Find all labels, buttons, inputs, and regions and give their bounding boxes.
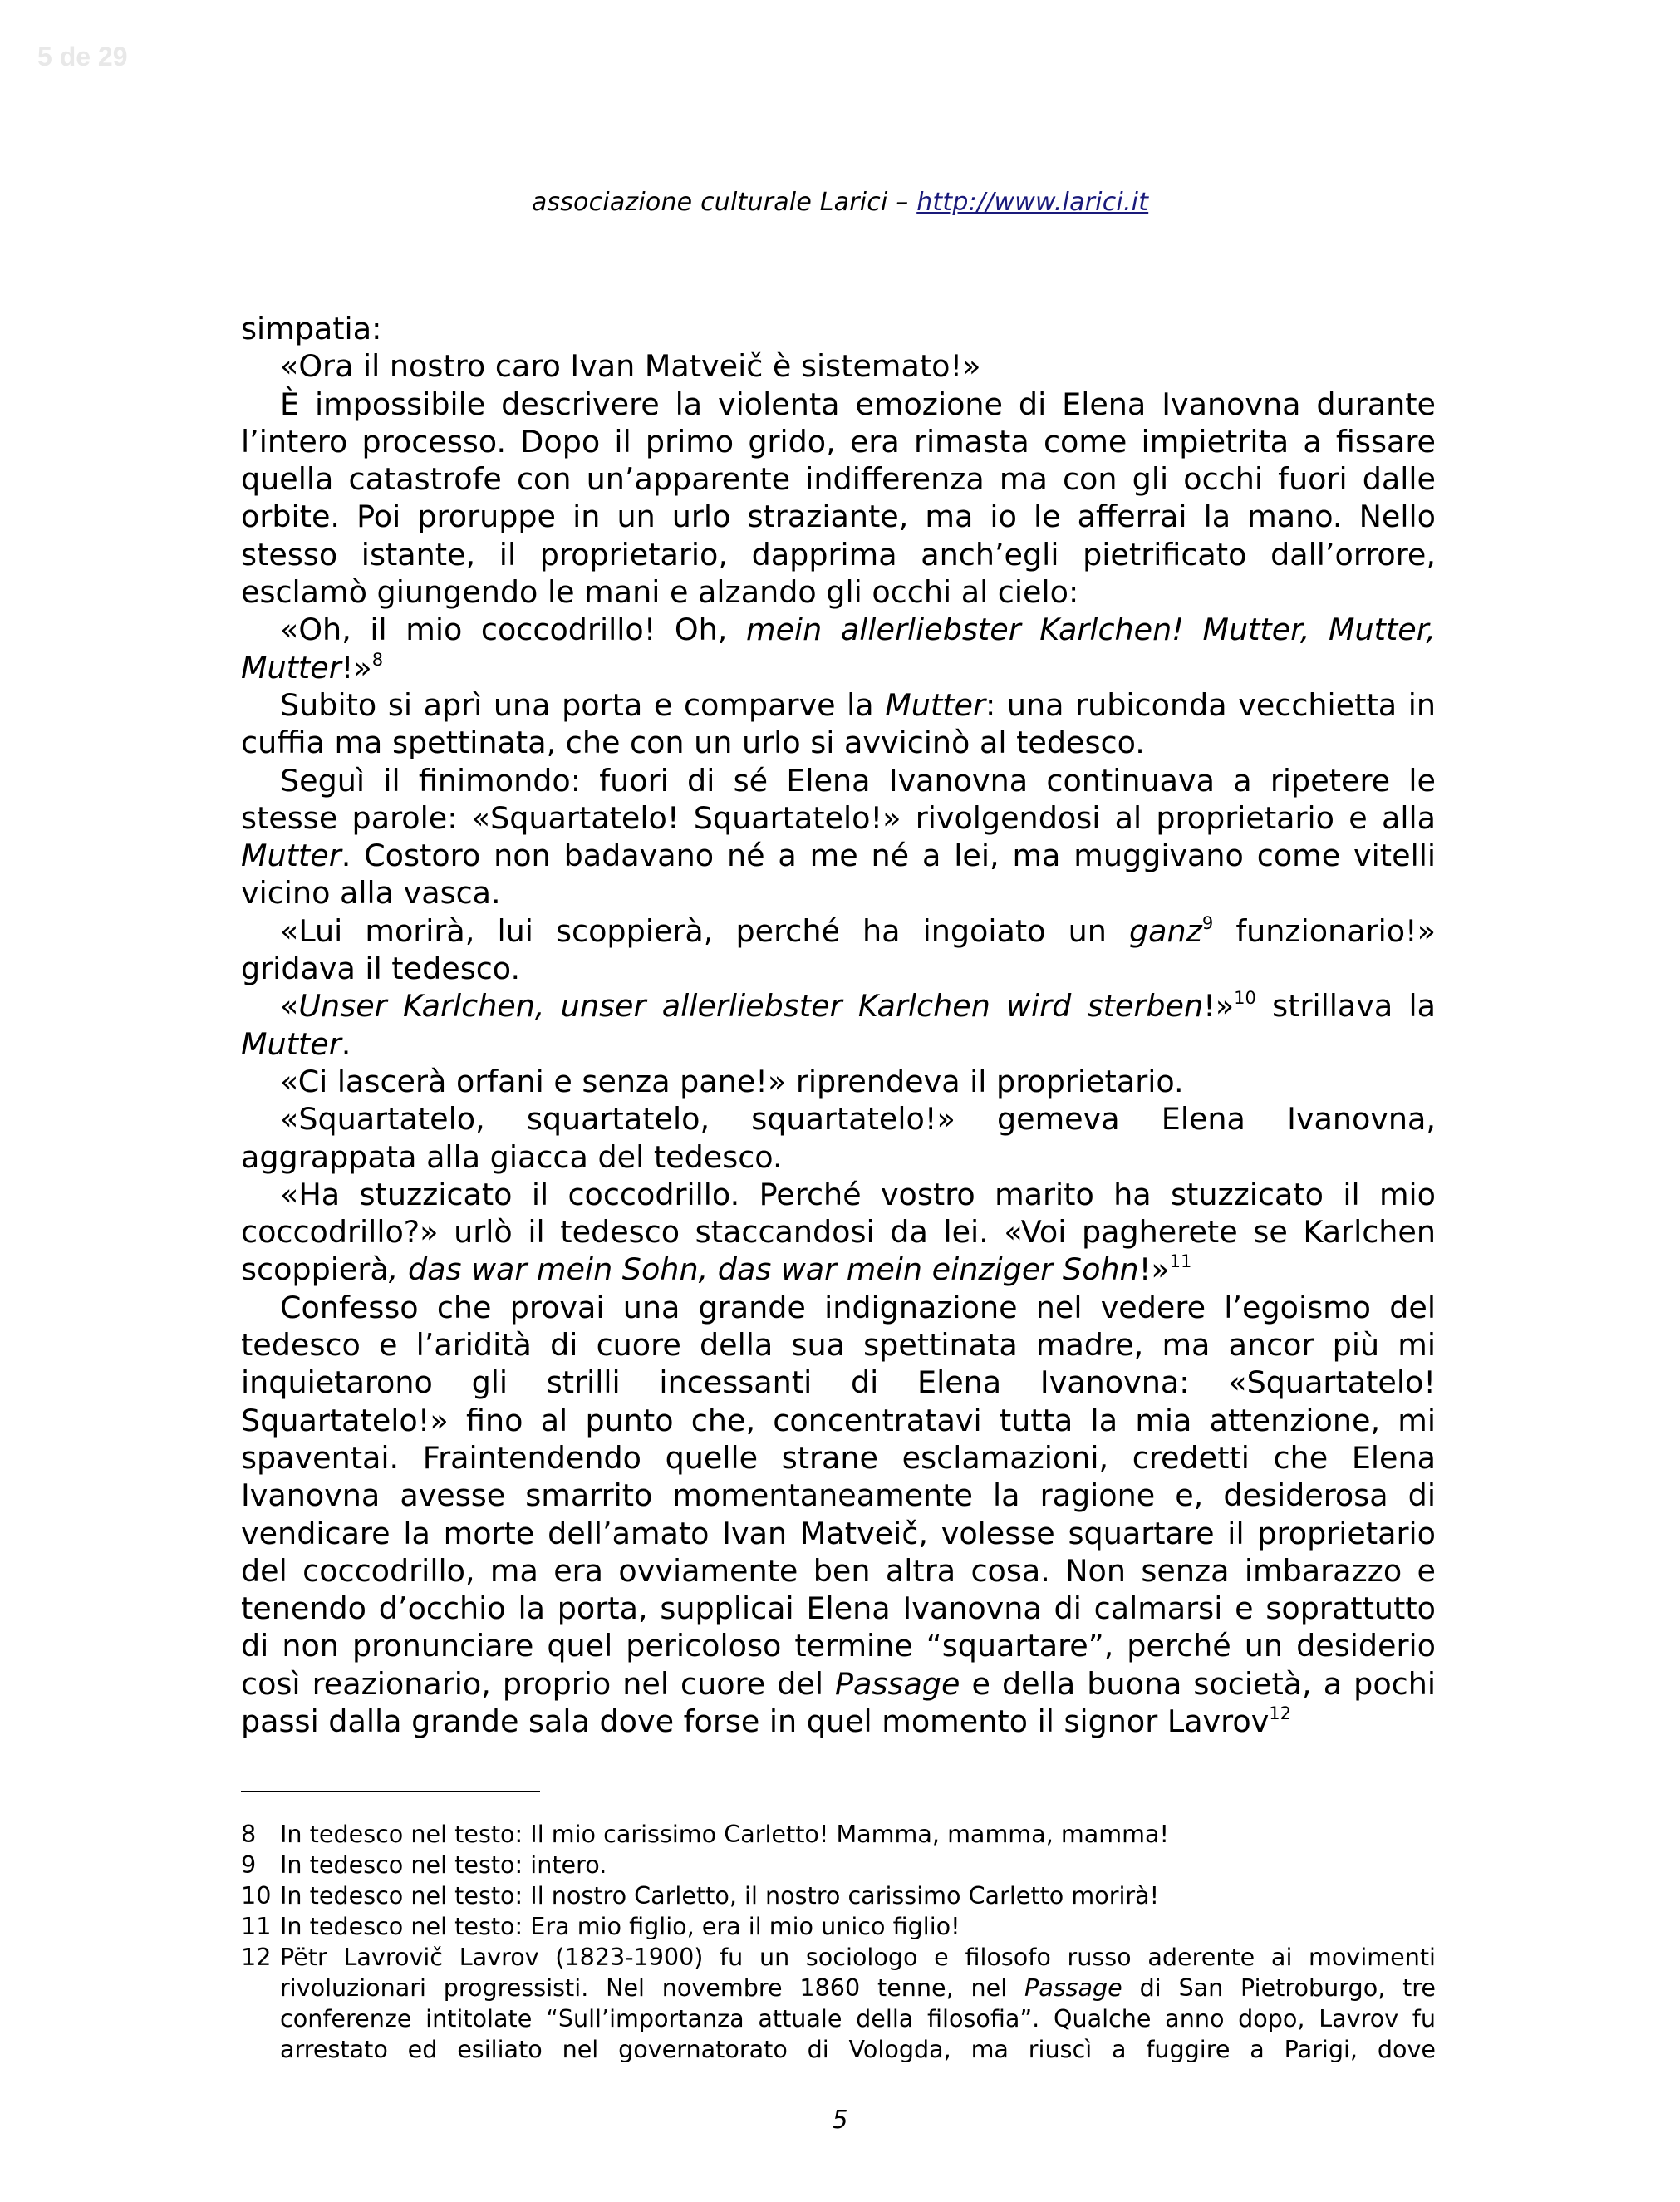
- footnote-separator: [241, 1791, 540, 1792]
- footnote-number: 12: [241, 1943, 272, 1971]
- footnote-text: [280, 1819, 1436, 1850]
- footnotes: [241, 1819, 1436, 2065]
- text-segment: In tedesco nel testo: Il mio carissimo Carletto! Mamma, mamma, mamma!: [280, 1820, 1169, 1848]
- footnote-number: 10: [241, 1881, 272, 1910]
- italic-text: Passage: [835, 1665, 960, 1702]
- italic-text: ganz: [1129, 912, 1202, 949]
- text-segment: «Ci lascerà orfani e senza pane!» riprendeva il proprietario.: [280, 1063, 1184, 1099]
- footnote-text: [280, 1880, 1436, 1911]
- text-segment: In tedesco nel testo: intero.: [280, 1851, 607, 1879]
- text-segment: !»: [1138, 1251, 1170, 1288]
- text-segment: : una rubiconda vecchietta in cuffia ma spettinata, che con un urlo si avvicinò al tedesco.: [241, 686, 1437, 761]
- paragraph: [241, 1100, 1436, 1176]
- body-text: [241, 310, 1436, 1740]
- footnote-reference[interactable]: 11: [1169, 1251, 1192, 1272]
- paragraph: [241, 987, 1436, 1063]
- footnote: [241, 1880, 1436, 1911]
- footnote-text: [280, 1850, 1436, 1880]
- paragraph: [241, 1176, 1436, 1289]
- paragraph: [241, 686, 1436, 762]
- text-segment: di San Pietroburgo, tre conferenze intitolate “Sull’importanza attuale della filosofia”. Qualche anno dopo, Lavrov fu arrestato ed esiliato nel governatorato di Vologda, ma riuscì a fuggire a Parigi, dove: [280, 1973, 1436, 2063]
- text-segment: In tedesco nel testo: Era mio figlio, era il mio unico figlio!: [280, 1912, 960, 1940]
- text-segment: È impossibile descrivere la violenta emozione di Elena Ivanovna durante l’intero processo. Dopo il primo grido, era rimasta come impietrita a fissare quella catastrofe con un’apparente indifferenza ma con gli occhi fuori dalle orbite. Poi proruppe in un urlo straziante, ma io le afferrai la mano. Nello stesso istante, il proprietario, dapprima anch’egli pietrificato dall’orrore, esclamò giungendo le mani e alzando gli occhi al cielo:: [241, 386, 1436, 611]
- footnote-number: 11: [241, 1912, 272, 1940]
- text-segment: Confesso che provai una grande indignazione nel vedere l’egoismo del tedesco e l’aridità di cuore della sua spettinata madre, ma ancor più mi inquietarono gli strilli incessanti di Elena Ivanovna: «Squartatelo! Squartatelo!» fino al punto che, concentratavi tutta la mia attenzione, mi spaventai. Fraintendendo quelle strane esclamazioni, credetti che Elena Ivanovna avesse smarrito momentaneamente la ragione e, desiderosa di vendicare la morte dell’amato Ivan Matveič, volesse squartare il proprietario del coccodrillo, ma era ovviamente ben altra cosa. Non senza imbarazzo e tenendo d’occhio la porta, supplicai Elena Ivanovna di calmarsi e soprattutto di non pronunciare quel pericoloso termine “squartare”, perché un desiderio così reazionario, proprio nel cuore del: [241, 1289, 1436, 1702]
- text-segment: Seguì il finimondo: fuori di sé Elena Ivanovna continuava a ripetere le stesse parole: «Squartatelo! Squartatelo!» rivolgendosi al proprietario e alla: [241, 762, 1436, 836]
- paragraph: [241, 611, 1436, 686]
- italic-text: Passage: [1024, 1973, 1122, 2002]
- footnote: [241, 1911, 1436, 1942]
- text-segment: !»: [341, 649, 372, 686]
- header-link[interactable]: http://www.larici.it: [916, 188, 1149, 217]
- footnote-reference[interactable]: 12: [1269, 1703, 1292, 1723]
- paragraph: [241, 1289, 1436, 1741]
- footnote-reference[interactable]: 9: [1201, 912, 1214, 933]
- text-segment: «Ha stuzzicato il coccodrillo. Perché vostro marito ha stuzzicato il mio coccodrillo?» urlò il tedesco staccandosi da lei. «Voi pagherete se Karlchen scoppierà: [241, 1176, 1436, 1288]
- paragraph: [241, 310, 1436, 347]
- italic-text: Mutter: [885, 686, 985, 723]
- footnote-reference[interactable]: 10: [1234, 988, 1256, 1009]
- text-segment: «Lui morirà, lui scoppierà, perché ha ingoiato un: [280, 912, 1130, 949]
- footnote-text: [280, 1942, 1436, 2065]
- paragraph: [241, 347, 1436, 385]
- page-number: 5: [832, 2106, 848, 2135]
- italic-text: Mutter: [241, 838, 341, 874]
- italic-text: , das war mein Sohn, das war mein einziger Sohn: [388, 1251, 1139, 1288]
- italic-text: mein allerliebster Karlchen! Mutter, Mutter, Mutter: [241, 612, 1437, 686]
- text-segment: !»: [1203, 988, 1235, 1025]
- text-segment: «Oh, il mio coccodrillo! Oh,: [280, 612, 747, 648]
- footnote: [241, 1819, 1436, 1850]
- paragraph: [241, 1063, 1436, 1100]
- header-text: associazione culturale Larici –: [531, 188, 917, 217]
- paragraph: [241, 386, 1436, 612]
- footnote-number: 8: [241, 1820, 257, 1848]
- italic-text: Mutter: [241, 1025, 341, 1062]
- text-segment: «: [280, 988, 299, 1025]
- text-segment: «Squartatelo, squartatelo, squartatelo!» gemeva Elena Ivanovna, aggrappata alla giacca del tedesco.: [241, 1101, 1436, 1175]
- text-segment: «Ora il nostro caro Ivan Matveič è sistemato!»: [280, 348, 981, 385]
- text-segment: funzionario!» gridava il tedesco.: [241, 912, 1437, 987]
- text-segment: e della buona società, a pochi passi dalla grande sala dove forse in quel momento il signor Lavrov: [241, 1665, 1436, 1739]
- page-indicator: 5 de 29: [37, 42, 128, 71]
- running-header: [0, 188, 1680, 217]
- footnote-number: 9: [241, 1851, 257, 1879]
- footnote: [241, 1942, 1436, 2065]
- footnote-reference[interactable]: 8: [371, 649, 384, 670]
- text-segment: strillava la: [1255, 988, 1436, 1025]
- paragraph: [241, 762, 1436, 912]
- text-segment: Subito si aprì una porta e comparve la: [280, 686, 886, 723]
- footnote: [241, 1850, 1436, 1880]
- paragraph: [241, 912, 1436, 988]
- italic-text: Unser Karlchen, unser allerliebster Karlchen wird sterben: [298, 988, 1204, 1025]
- text-segment: In tedesco nel testo: Il nostro Carletto, il nostro carissimo Carletto morirà!: [280, 1881, 1160, 1910]
- text-segment: Pëtr Lavrovič Lavrov (1823-1900) fu un sociologo e filosofo russo aderente ai movimenti rivoluzionari progressisti. Nel novembre 1860 tenne, nel: [280, 1943, 1436, 2002]
- text-segment: simpatia:: [241, 311, 382, 347]
- text-segment: .: [341, 1025, 351, 1062]
- footnote-text: [280, 1911, 1436, 1942]
- text-segment: . Costoro non badavano né a me né a lei, ma muggivano come vitelli vicino alla vasca.: [241, 838, 1436, 912]
